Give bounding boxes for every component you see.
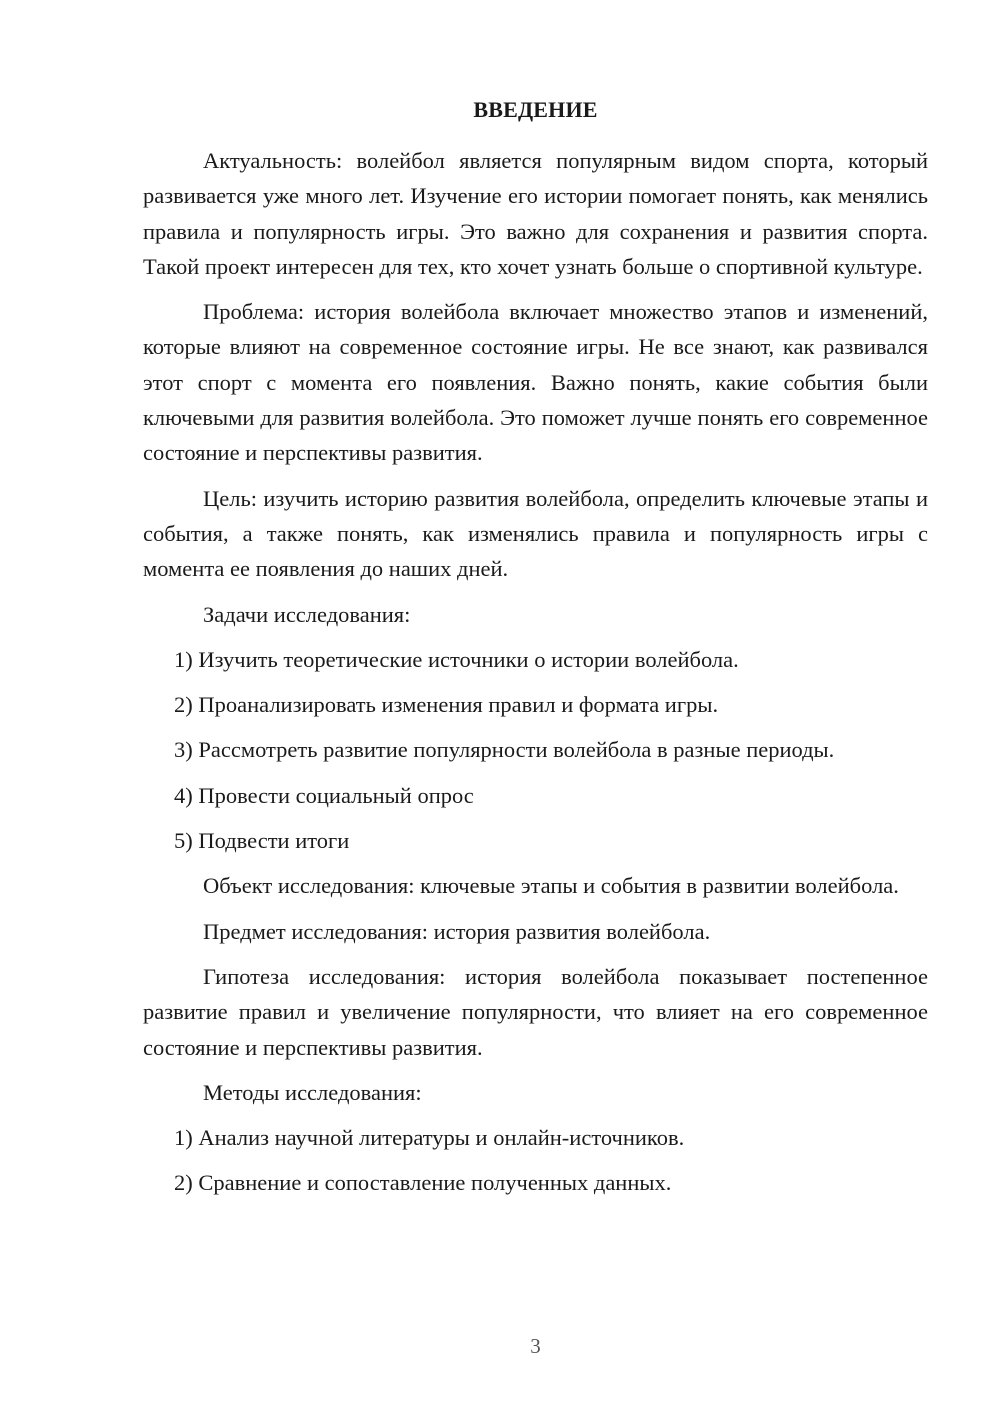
task-item: 3) Рассмотреть развитие популярности волейбола в разные периоды. — [174, 737, 835, 763]
paragraph-subject: Предмет исследования: история развития волейбола. — [203, 918, 711, 944]
paragraph-object: Объект исследования: ключевые этапы и события в развитии волейбола. — [203, 873, 899, 899]
paragraph-hypothesis: Гипотеза исследования: история волейбола показывает постепенное развитие правил и увеличение популярности, что влияет на его современное состояние и перспективы развития. — [143, 963, 928, 1060]
method-item: 1) Анализ научной литературы и онлайн-источников. — [174, 1125, 685, 1151]
tasks-heading: Задачи исследования: — [203, 601, 411, 627]
document-body — [143, 143, 928, 1201]
page-number: 3 — [530, 1334, 541, 1358]
methods-heading: Методы исследования: — [203, 1079, 422, 1105]
task-item: 1) Изучить теоретические источники о истории волейбола. — [174, 646, 739, 672]
paragraph-goal: Цель: изучить историю развития волейбола, определить ключевые этапы и события, а также понять, как изменялись правила и популярность игры с момента ее появления до наших дней. — [143, 485, 928, 582]
method-item: 2) Сравнение и сопоставление полученных данных. — [174, 1170, 672, 1196]
page-title: ВВЕДЕНИЕ — [473, 97, 598, 122]
document-page — [143, 0, 928, 1414]
task-item: 2) Проанализировать изменения правил и формата игры. — [174, 692, 719, 718]
paragraph-problem: Проблема: история волейбола включает множество этапов и изменений, которые влияют на современное состояние игры. Не все знают, как развивался этот спорт с момента его появления. Важно понять, какие события были ключевыми для развития волейбола. Это поможет лучше понять его современное состояние и перспективы развития. — [143, 299, 928, 466]
task-item: 5) Подвести итоги — [174, 828, 350, 854]
task-item: 4) Провести социальный опрос — [174, 782, 474, 808]
paragraph-relevance: Актуальность: волейбол является популярным видом спорта, который развивается уже много лет. Изучение его истории помогает понять, как менялись правила и популярность игры. Это важно для сохранения и развития спорта. Такой проект интересен для тех, кто хочет узнать больше о спортивной культуре. — [143, 148, 928, 279]
